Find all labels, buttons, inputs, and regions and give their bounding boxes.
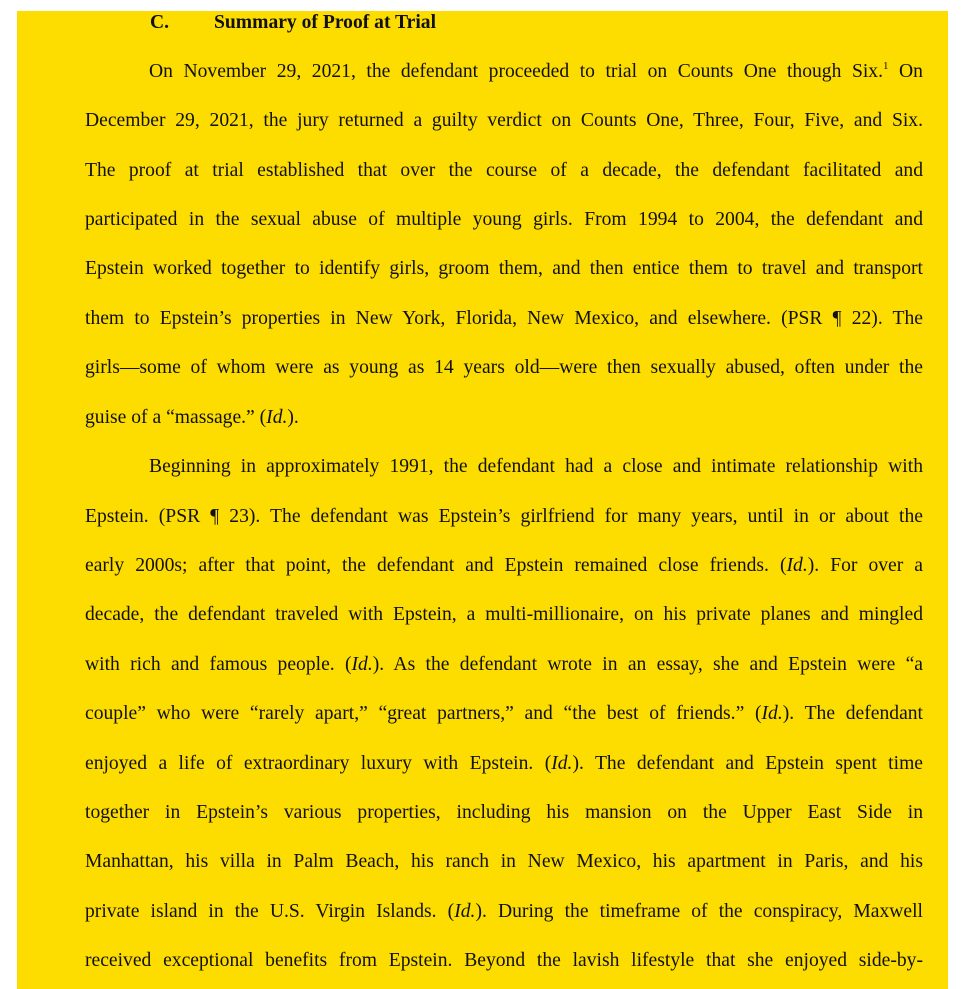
text-run: early 2000s; after that point, the defendant and Epstein remained close friends. ( [85,555,787,576]
text-run: On November 29, 2021, the defendant proceeded to trial on Counts One though Six. [149,61,883,82]
paragraph-1-line-4: participated in the sexual abuse of multiple young girls. From 1994 to 2004, the defendant and [85,209,923,230]
citation-id: Id. [761,703,783,724]
citation-id: Id. [351,654,373,675]
text-run: ). The defendant and Epstein spent time [572,753,924,774]
paragraph-2-line-10 [85,899,923,925]
footnote-marker[interactable]: 1 [882,60,889,72]
paragraph-2-line-6 [85,701,923,727]
section-title: Summary of Proof at Trial [214,12,437,33]
paragraph-1-line-8 [85,405,923,431]
citation-id: Id. [786,555,808,576]
text-run: ). The defendant [782,703,924,724]
paragraph-2-line-5 [85,652,923,678]
text-run: enjoyed a life of extraordinary luxury with Epstein. ( [85,753,552,774]
text-run: couple” who were “rarely apart,” “great partners,” and “the best of friends.” ( [85,703,762,724]
paragraph-1-line-5: Epstein worked together to identify girls, groom them, and then entice them to travel and transport [85,258,923,279]
paragraph-2-line-3 [85,553,923,579]
highlighted-page [17,11,948,989]
citation-id: Id. [454,901,476,922]
paragraph-1-line-3: The proof at trial established that over the course of a decade, the defendant facilitated and [85,160,923,181]
paragraph-2-line-9: Manhattan, his villa in Palm Beach, his ranch in New Mexico, his apartment in Paris, and his [85,851,923,872]
paragraph-1-line-1 [149,59,923,85]
section-number: C. [150,12,170,33]
paragraph-1-line-2: December 29, 2021, the jury returned a guilty verdict on Counts One, Three, Four, Five, and Six. [85,110,923,131]
section-heading [150,12,436,34]
text-run: guise of a “massage.” ( [85,407,267,428]
paragraph-2-line-11: received exceptional benefits from Epstein. Beyond the lavish lifestyle that she enjoyed side-by- [85,950,923,971]
text-run: with rich and famous people. ( [85,654,352,675]
citation-id: Id. [266,407,288,428]
text-run: ). During the timeframe of the conspiracy, Maxwell [475,901,923,922]
paragraph-1-line-7: girls—some of whom were as young as 14 years old—were then sexually abused, often under the [85,357,923,378]
text-run: private island in the U.S. Virgin Islands. ( [85,901,455,922]
paragraph-1-line-6: them to Epstein’s properties in New York, Florida, New Mexico, and elsewhere. (PSR ¶ 22). The [85,308,923,329]
citation-id: Id. [551,753,573,774]
text-run: On [888,61,923,82]
paragraph-2-line-1: Beginning in approximately 1991, the defendant had a close and intimate relationship with [149,456,923,477]
text-run: ). [287,407,299,428]
text-run: ). For over a [807,555,923,576]
paragraph-2-line-2: Epstein. (PSR ¶ 23). The defendant was Epstein’s girlfriend for many years, until in or about the [85,506,923,527]
paragraph-2-line-8: together in Epstein’s various properties, including his mansion on the Upper East Side in [85,802,923,823]
paragraph-2-line-4: decade, the defendant traveled with Epstein, a multi-millionaire, on his private planes and mingled [85,604,923,625]
text-run: ). As the defendant wrote in an essay, she and Epstein were “a [372,654,923,675]
paragraph-2-line-7 [85,751,923,777]
